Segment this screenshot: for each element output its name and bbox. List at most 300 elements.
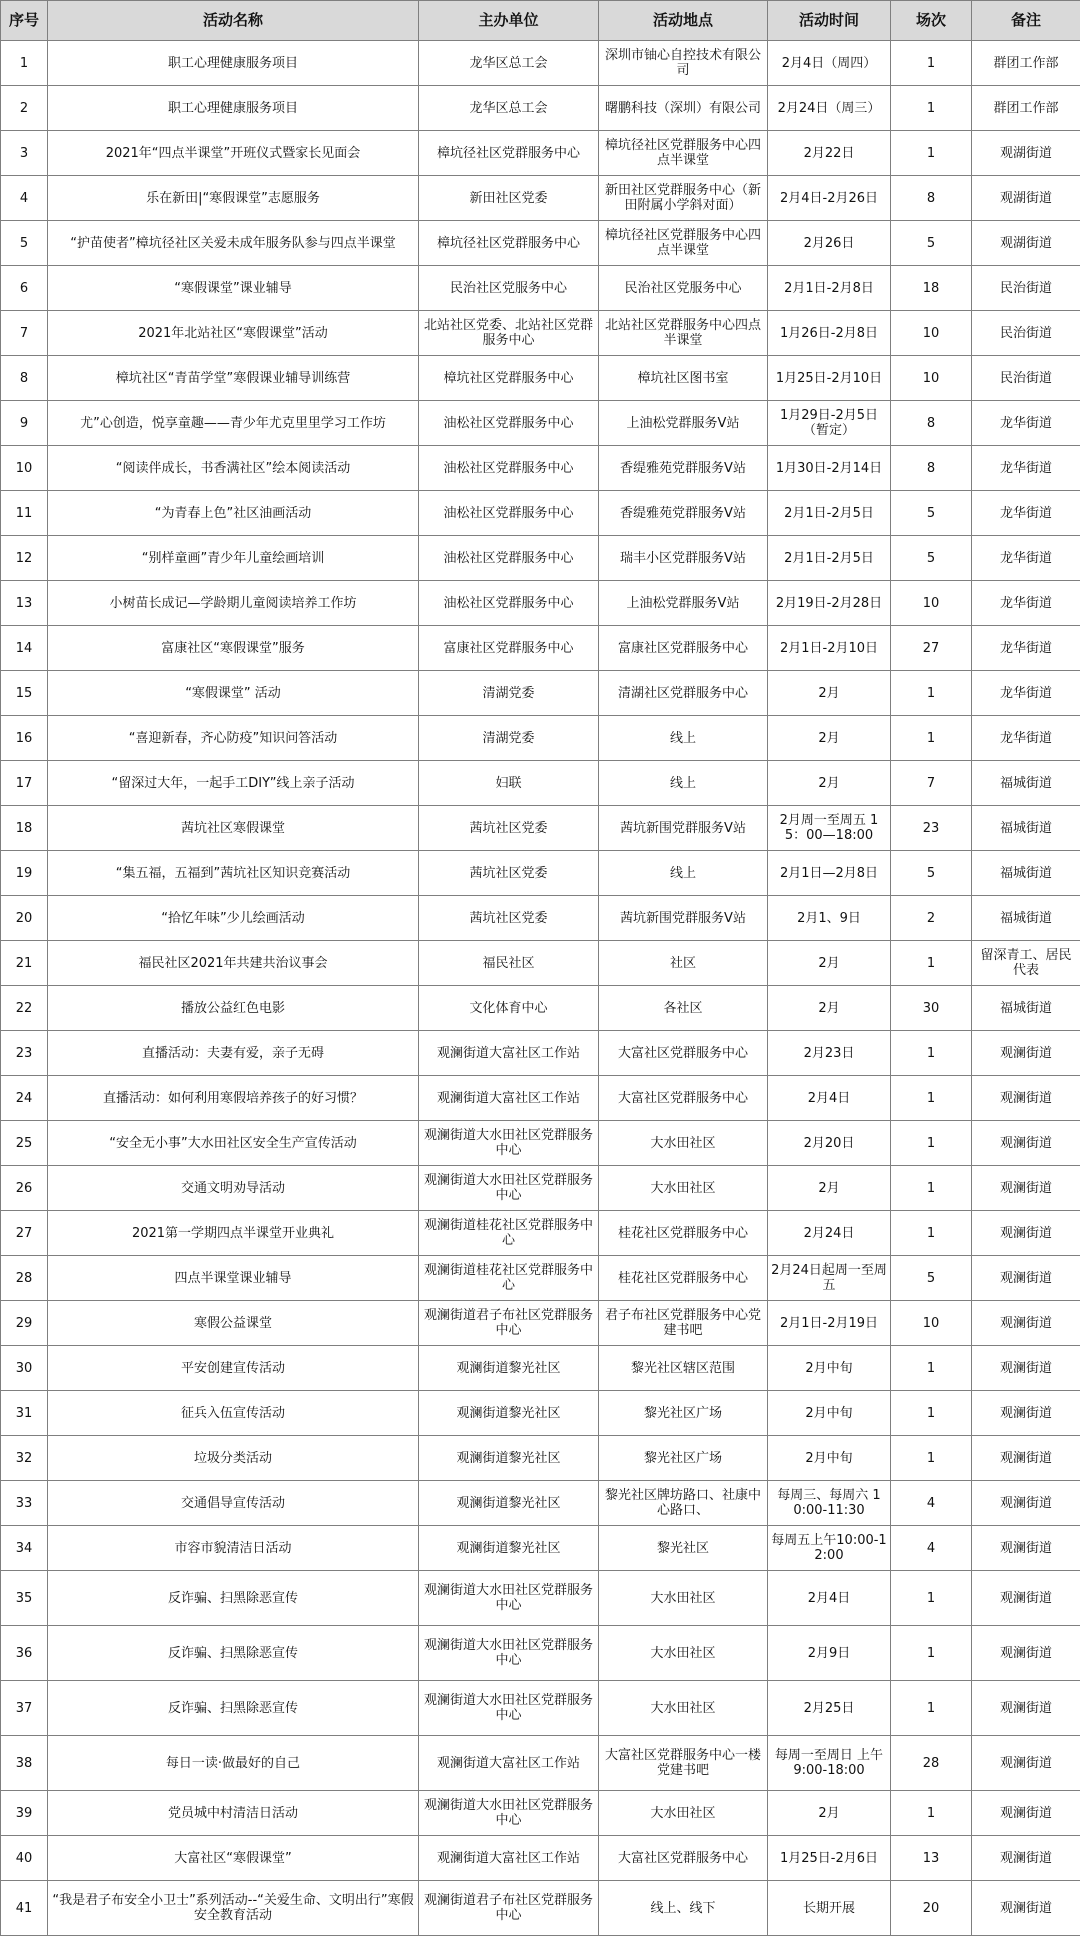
cell-location: 桂花社区党群服务中心	[599, 1211, 768, 1256]
cell-location: 深圳市铀心自控技术有限公司	[599, 41, 768, 86]
cell-organizer: 观澜街道桂花社区党群服务中心	[419, 1256, 599, 1301]
cell-time: 2月20日	[768, 1121, 891, 1166]
cell-sessions: 1	[891, 1391, 972, 1436]
cell-location: 樟坑社区图书室	[599, 356, 768, 401]
table-row	[1, 176, 1080, 221]
cell-remarks: 民治街道	[972, 311, 1080, 356]
table-row	[1, 671, 1080, 716]
table-row	[1, 1076, 1080, 1121]
cell-location: 樟坑径社区党群服务中心四点半课堂	[599, 131, 768, 176]
cell-activity-name: 垃圾分类活动	[48, 1436, 419, 1481]
cell-sessions: 10	[891, 311, 972, 356]
cell-location: 大水田社区	[599, 1121, 768, 1166]
cell-time: 2月	[768, 1791, 891, 1836]
cell-index: 5	[1, 221, 48, 266]
cell-activity-name: 乐在新田|“寒假课堂”志愿服务	[48, 176, 419, 221]
cell-location: 黎光社区	[599, 1526, 768, 1571]
header-time: 活动时间	[768, 1, 891, 41]
cell-index: 19	[1, 851, 48, 896]
table-row	[1, 1256, 1080, 1301]
cell-time: 长期开展	[768, 1881, 891, 1936]
cell-activity-name: 2021年北站社区“寒假课堂”活动	[48, 311, 419, 356]
cell-organizer: 龙华区总工会	[419, 41, 599, 86]
cell-index: 2	[1, 86, 48, 131]
cell-sessions: 23	[891, 806, 972, 851]
cell-sessions: 1	[891, 1031, 972, 1076]
cell-index: 37	[1, 1681, 48, 1736]
table-body	[1, 41, 1080, 1936]
cell-index: 24	[1, 1076, 48, 1121]
cell-time: 2月4日-2月26日	[768, 176, 891, 221]
cell-activity-name: “集五福，五福到”茜坑社区知识竞赛活动	[48, 851, 419, 896]
cell-remarks: 龙华街道	[972, 626, 1080, 671]
cell-index: 1	[1, 41, 48, 86]
cell-location: 北站社区党群服务中心四点半课堂	[599, 311, 768, 356]
cell-activity-name: 直播活动：夫妻有爱，亲子无碍	[48, 1031, 419, 1076]
table-row	[1, 761, 1080, 806]
cell-location: 樟坑径社区党群服务中心四点半课堂	[599, 221, 768, 266]
cell-activity-name: “护苗使者”樟坑径社区关爱未成年服务队参与四点半课堂	[48, 221, 419, 266]
cell-activity-name: 富康社区“寒假课堂”服务	[48, 626, 419, 671]
cell-location: 大水田社区	[599, 1626, 768, 1681]
cell-organizer: 富康社区党群服务中心	[419, 626, 599, 671]
table-row	[1, 896, 1080, 941]
cell-organizer: 观澜街道大水田社区党群服务中心	[419, 1626, 599, 1681]
cell-remarks: 观澜街道	[972, 1791, 1080, 1836]
cell-organizer: 观澜街道大水田社区党群服务中心	[419, 1791, 599, 1836]
cell-sessions: 1	[891, 1076, 972, 1121]
cell-location: 桂花社区党群服务中心	[599, 1256, 768, 1301]
cell-remarks: 民治街道	[972, 356, 1080, 401]
table-row	[1, 1481, 1080, 1526]
cell-index: 21	[1, 941, 48, 986]
cell-location: 清湖社区党群服务中心	[599, 671, 768, 716]
cell-sessions: 8	[891, 446, 972, 491]
cell-activity-name: 征兵入伍宣传活动	[48, 1391, 419, 1436]
cell-location: 社区	[599, 941, 768, 986]
cell-time: 2月中旬	[768, 1436, 891, 1481]
cell-index: 40	[1, 1836, 48, 1881]
cell-remarks: 观澜街道	[972, 1881, 1080, 1936]
table-row	[1, 536, 1080, 581]
cell-activity-name: 每日一读·做最好的自己	[48, 1736, 419, 1791]
cell-remarks: 观澜街道	[972, 1571, 1080, 1626]
cell-index: 29	[1, 1301, 48, 1346]
cell-remarks: 龙华街道	[972, 716, 1080, 761]
cell-activity-name: “为青春上色”社区油画活动	[48, 491, 419, 536]
cell-index: 30	[1, 1346, 48, 1391]
cell-location: 线上	[599, 851, 768, 896]
cell-remarks: 观澜街道	[972, 1736, 1080, 1791]
cell-index: 10	[1, 446, 48, 491]
cell-activity-name: 反诈骗、扫黑除恶宣传	[48, 1626, 419, 1681]
cell-remarks: 观澜街道	[972, 1076, 1080, 1121]
cell-remarks: 观澜街道	[972, 1121, 1080, 1166]
cell-index: 14	[1, 626, 48, 671]
cell-sessions: 7	[891, 761, 972, 806]
cell-sessions: 1	[891, 1346, 972, 1391]
cell-location: 君子布社区党群服务中心党建书吧	[599, 1301, 768, 1346]
cell-remarks: 龙华街道	[972, 401, 1080, 446]
cell-time: 2月	[768, 716, 891, 761]
cell-remarks: 福城街道	[972, 851, 1080, 896]
cell-time: 2月	[768, 671, 891, 716]
cell-time: 2月24日（周三）	[768, 86, 891, 131]
cell-location: 线上	[599, 716, 768, 761]
cell-index: 28	[1, 1256, 48, 1301]
cell-location: 大富社区党群服务中心	[599, 1076, 768, 1121]
cell-activity-name: 茜坑社区寒假课堂	[48, 806, 419, 851]
cell-organizer: 观澜街道大富社区工作站	[419, 1076, 599, 1121]
table-row	[1, 581, 1080, 626]
table-row	[1, 1736, 1080, 1791]
cell-remarks: 留深青工、居民代表	[972, 941, 1080, 986]
table-row	[1, 491, 1080, 536]
cell-time: 1月25日-2月6日	[768, 1836, 891, 1881]
header-sessions: 场次	[891, 1, 972, 41]
cell-index: 38	[1, 1736, 48, 1791]
cell-sessions: 1	[891, 86, 972, 131]
cell-remarks: 观澜街道	[972, 1256, 1080, 1301]
cell-sessions: 1	[891, 1791, 972, 1836]
cell-remarks: 福城街道	[972, 896, 1080, 941]
cell-location: 黎光社区广场	[599, 1436, 768, 1481]
cell-organizer: 观澜街道黎光社区	[419, 1391, 599, 1436]
cell-time: 2月	[768, 941, 891, 986]
cell-sessions: 4	[891, 1481, 972, 1526]
cell-remarks: 龙华街道	[972, 671, 1080, 716]
cell-remarks: 观澜街道	[972, 1346, 1080, 1391]
cell-time: 1月26日-2月8日	[768, 311, 891, 356]
cell-sessions: 2	[891, 896, 972, 941]
cell-time: 2月4日（周四）	[768, 41, 891, 86]
table-row	[1, 401, 1080, 446]
cell-location: 曙鹏科技（深圳）有限公司	[599, 86, 768, 131]
cell-organizer: 观澜街道大水田社区党群服务中心	[419, 1121, 599, 1166]
table-row	[1, 626, 1080, 671]
cell-organizer: 文化体育中心	[419, 986, 599, 1031]
table-row	[1, 1526, 1080, 1571]
cell-activity-name: 直播活动：如何利用寒假培养孩子的好习惯？	[48, 1076, 419, 1121]
header-location: 活动地点	[599, 1, 768, 41]
cell-index: 39	[1, 1791, 48, 1836]
cell-sessions: 1	[891, 1626, 972, 1681]
cell-sessions: 1	[891, 1436, 972, 1481]
cell-sessions: 5	[891, 491, 972, 536]
cell-time: 2月25日	[768, 1681, 891, 1736]
cell-sessions: 4	[891, 1526, 972, 1571]
cell-index: 13	[1, 581, 48, 626]
cell-activity-name: “喜迎新春，齐心防疫”知识问答活动	[48, 716, 419, 761]
cell-index: 17	[1, 761, 48, 806]
table-row	[1, 356, 1080, 401]
cell-activity-name: “阅读伴成长，书香满社区”绘本阅读活动	[48, 446, 419, 491]
cell-location: 各社区	[599, 986, 768, 1031]
table-row	[1, 1166, 1080, 1211]
cell-remarks: 龙华街道	[972, 491, 1080, 536]
table-row	[1, 221, 1080, 266]
cell-time: 2月1、9日	[768, 896, 891, 941]
table-row	[1, 1436, 1080, 1481]
cell-time: 2月19日-2月28日	[768, 581, 891, 626]
table-row	[1, 851, 1080, 896]
cell-activity-name: 寒假公益课堂	[48, 1301, 419, 1346]
cell-index: 20	[1, 896, 48, 941]
cell-time: 2月中旬	[768, 1391, 891, 1436]
cell-location: 新田社区党群服务中心（新田附属小学斜对面）	[599, 176, 768, 221]
cell-location: 线上、线下	[599, 1881, 768, 1936]
cell-location: 香缇雅苑党群服务V站	[599, 446, 768, 491]
cell-time: 2月22日	[768, 131, 891, 176]
cell-activity-name: 尤”心创造，悦享童趣——青少年尤克里里学习工作坊	[48, 401, 419, 446]
cell-organizer: 观澜街道君子布社区党群服务中心	[419, 1301, 599, 1346]
cell-sessions: 1	[891, 1681, 972, 1736]
cell-location: 上油松党群服务V站	[599, 581, 768, 626]
cell-time: 2月1日—2月8日	[768, 851, 891, 896]
table-row	[1, 1346, 1080, 1391]
cell-time: 2月9日	[768, 1626, 891, 1681]
cell-index: 41	[1, 1881, 48, 1936]
cell-activity-name: 小树苗长成记—学龄期儿童阅读培养工作坊	[48, 581, 419, 626]
cell-location: 香缇雅苑党群服务V站	[599, 491, 768, 536]
table-row	[1, 986, 1080, 1031]
cell-sessions: 10	[891, 581, 972, 626]
cell-activity-name: 2021第一学期四点半课堂开业典礼	[48, 1211, 419, 1256]
cell-time: 2月26日	[768, 221, 891, 266]
cell-activity-name: “别样童画”青少年儿童绘画培训	[48, 536, 419, 581]
cell-remarks: 龙华街道	[972, 581, 1080, 626]
cell-organizer: 茜坑社区党委	[419, 851, 599, 896]
cell-index: 32	[1, 1436, 48, 1481]
cell-sessions: 10	[891, 1301, 972, 1346]
cell-sessions: 8	[891, 176, 972, 221]
cell-organizer: 观澜街道黎光社区	[419, 1346, 599, 1391]
cell-organizer: 樟坑径社区党群服务中心	[419, 131, 599, 176]
cell-sessions: 1	[891, 1121, 972, 1166]
table-row	[1, 806, 1080, 851]
table-row	[1, 941, 1080, 986]
cell-location: 富康社区党群服务中心	[599, 626, 768, 671]
header-remarks: 备注	[972, 1, 1080, 41]
cell-organizer: 观澜街道大水田社区党群服务中心	[419, 1681, 599, 1736]
cell-index: 12	[1, 536, 48, 581]
cell-time: 2月4日	[768, 1076, 891, 1121]
cell-organizer: 民治社区党服务中心	[419, 266, 599, 311]
cell-organizer: 清湖党委	[419, 671, 599, 716]
cell-organizer: 观澜街道大水田社区党群服务中心	[419, 1571, 599, 1626]
table-row	[1, 1681, 1080, 1736]
cell-activity-name: 党员城中村清洁日活动	[48, 1791, 419, 1836]
cell-sessions: 1	[891, 1166, 972, 1211]
cell-remarks: 观澜街道	[972, 1391, 1080, 1436]
cell-index: 8	[1, 356, 48, 401]
cell-organizer: 北站社区党委、北站社区党群服务中心	[419, 311, 599, 356]
table-row	[1, 86, 1080, 131]
cell-sessions: 27	[891, 626, 972, 671]
cell-index: 33	[1, 1481, 48, 1526]
cell-organizer: 观澜街道黎光社区	[419, 1436, 599, 1481]
cell-index: 25	[1, 1121, 48, 1166]
cell-remarks: 观澜街道	[972, 1211, 1080, 1256]
cell-sessions: 1	[891, 941, 972, 986]
cell-sessions: 1	[891, 671, 972, 716]
cell-sessions: 5	[891, 851, 972, 896]
cell-location: 大水田社区	[599, 1571, 768, 1626]
cell-activity-name: 播放公益红色电影	[48, 986, 419, 1031]
cell-activity-name: “寒假课堂” 活动	[48, 671, 419, 716]
cell-time: 1月30日-2月14日	[768, 446, 891, 491]
cell-organizer: 油松社区党群服务中心	[419, 536, 599, 581]
cell-activity-name: 平安创建宣传活动	[48, 1346, 419, 1391]
cell-location: 大水田社区	[599, 1791, 768, 1836]
table-row	[1, 311, 1080, 356]
cell-activity-name: “拾忆年味”少儿绘画活动	[48, 896, 419, 941]
cell-organizer: 樟坑社区党群服务中心	[419, 356, 599, 401]
cell-activity-name: 福民社区2021年共建共治议事会	[48, 941, 419, 986]
cell-organizer: 油松社区党群服务中心	[419, 491, 599, 536]
cell-sessions: 1	[891, 41, 972, 86]
table-row	[1, 266, 1080, 311]
cell-organizer: 妇联	[419, 761, 599, 806]
cell-time: 每周三、每周六 10:00-11:30	[768, 1481, 891, 1526]
cell-location: 大水田社区	[599, 1681, 768, 1736]
cell-activity-name: 市容市貌清洁日活动	[48, 1526, 419, 1571]
table-row	[1, 1836, 1080, 1881]
cell-index: 3	[1, 131, 48, 176]
cell-remarks: 福城街道	[972, 986, 1080, 1031]
cell-index: 31	[1, 1391, 48, 1436]
cell-sessions: 1	[891, 131, 972, 176]
cell-sessions: 5	[891, 536, 972, 581]
cell-activity-name: 职工心理健康服务项目	[48, 86, 419, 131]
cell-sessions: 5	[891, 221, 972, 266]
cell-index: 18	[1, 806, 48, 851]
table-row	[1, 1391, 1080, 1436]
cell-organizer: 茜坑社区党委	[419, 806, 599, 851]
cell-location: 茜坑新围党群服务V站	[599, 896, 768, 941]
cell-remarks: 观澜街道	[972, 1526, 1080, 1571]
cell-time: 2月1日-2月19日	[768, 1301, 891, 1346]
cell-activity-name: 2021年“四点半课堂”开班仪式暨家长见面会	[48, 131, 419, 176]
cell-index: 7	[1, 311, 48, 356]
cell-activity-name: 职工心理健康服务项目	[48, 41, 419, 86]
cell-location: 大富社区党群服务中心	[599, 1031, 768, 1076]
cell-remarks: 福城街道	[972, 761, 1080, 806]
cell-organizer: 清湖党委	[419, 716, 599, 761]
table-header-row	[1, 1, 1080, 41]
cell-remarks: 观澜街道	[972, 1301, 1080, 1346]
cell-activity-name: “寒假课堂”课业辅导	[48, 266, 419, 311]
cell-sessions: 8	[891, 401, 972, 446]
cell-time: 2月1日-2月5日	[768, 491, 891, 536]
cell-remarks: 观澜街道	[972, 1626, 1080, 1681]
cell-time: 2月中旬	[768, 1346, 891, 1391]
cell-organizer: 福民社区	[419, 941, 599, 986]
cell-activity-name: “安全无小事”大水田社区安全生产宣传活动	[48, 1121, 419, 1166]
cell-location: 线上	[599, 761, 768, 806]
cell-remarks: 民治街道	[972, 266, 1080, 311]
cell-index: 9	[1, 401, 48, 446]
header-organizer: 主办单位	[419, 1, 599, 41]
cell-organizer: 观澜街道大富社区工作站	[419, 1736, 599, 1791]
cell-index: 26	[1, 1166, 48, 1211]
cell-activity-name: 樟坑社区“青苗学堂”寒假课业辅导训练营	[48, 356, 419, 401]
cell-sessions: 1	[891, 716, 972, 761]
cell-time: 2月1日-2月8日	[768, 266, 891, 311]
table-row	[1, 446, 1080, 491]
table-row	[1, 41, 1080, 86]
cell-organizer: 油松社区党群服务中心	[419, 446, 599, 491]
table-row	[1, 1791, 1080, 1836]
cell-time: 2月	[768, 986, 891, 1031]
cell-location: 大富社区党群服务中心一楼党建书吧	[599, 1736, 768, 1791]
cell-index: 4	[1, 176, 48, 221]
cell-time: 2月1日-2月10日	[768, 626, 891, 671]
cell-organizer: 观澜街道黎光社区	[419, 1481, 599, 1526]
table-row	[1, 1031, 1080, 1076]
cell-remarks: 群团工作部	[972, 86, 1080, 131]
table-row	[1, 1121, 1080, 1166]
cell-organizer: 油松社区党群服务中心	[419, 401, 599, 446]
table-row	[1, 1571, 1080, 1626]
cell-activity-name: 反诈骗、扫黑除恶宣传	[48, 1681, 419, 1736]
cell-organizer: 观澜街道大富社区工作站	[419, 1836, 599, 1881]
cell-sessions: 28	[891, 1736, 972, 1791]
cell-remarks: 观澜街道	[972, 1166, 1080, 1211]
table-row	[1, 1626, 1080, 1681]
table-row	[1, 1211, 1080, 1256]
cell-time: 2月	[768, 1166, 891, 1211]
cell-remarks: 观澜街道	[972, 1436, 1080, 1481]
cell-location: 黎光社区广场	[599, 1391, 768, 1436]
cell-index: 36	[1, 1626, 48, 1681]
table-row	[1, 1301, 1080, 1346]
cell-index: 16	[1, 716, 48, 761]
cell-time: 2月	[768, 761, 891, 806]
cell-organizer: 龙华区总工会	[419, 86, 599, 131]
cell-sessions: 30	[891, 986, 972, 1031]
header-activity-name: 活动名称	[48, 1, 419, 41]
cell-activity-name: 大富社区“寒假课堂”	[48, 1836, 419, 1881]
cell-remarks: 观澜街道	[972, 1836, 1080, 1881]
cell-remarks: 观澜街道	[972, 1031, 1080, 1076]
cell-activity-name: 四点半课堂课业辅导	[48, 1256, 419, 1301]
cell-time: 每周五上午10:00-12:00	[768, 1526, 891, 1571]
cell-organizer: 油松社区党群服务中心	[419, 581, 599, 626]
cell-organizer: 观澜街道君子布社区党群服务中心	[419, 1881, 599, 1936]
cell-index: 35	[1, 1571, 48, 1626]
cell-sessions: 1	[891, 1211, 972, 1256]
cell-activity-name: “留深过大年，一起手工DIY”线上亲子活动	[48, 761, 419, 806]
cell-index: 23	[1, 1031, 48, 1076]
cell-location: 民治社区党服务中心	[599, 266, 768, 311]
cell-remarks: 观湖街道	[972, 221, 1080, 266]
cell-sessions: 13	[891, 1836, 972, 1881]
cell-activity-name: “我是君子布安全小卫士”系列活动--“关爱生命、文明出行”寒假安全教育活动	[48, 1881, 419, 1936]
cell-location: 黎光社区牌坊路口、社康中心路口、	[599, 1481, 768, 1526]
cell-sessions: 10	[891, 356, 972, 401]
cell-index: 15	[1, 671, 48, 716]
cell-activity-name: 交通文明劝导活动	[48, 1166, 419, 1211]
header-index: 序号	[1, 1, 48, 41]
cell-remarks: 龙华街道	[972, 446, 1080, 491]
cell-organizer: 茜坑社区党委	[419, 896, 599, 941]
cell-location: 上油松党群服务V站	[599, 401, 768, 446]
cell-time: 2月24日起周一至周五	[768, 1256, 891, 1301]
cell-time: 每周一至周日 上午9:00-18:00	[768, 1736, 891, 1791]
cell-time: 1月29日-2月5日（暂定）	[768, 401, 891, 446]
cell-sessions: 5	[891, 1256, 972, 1301]
